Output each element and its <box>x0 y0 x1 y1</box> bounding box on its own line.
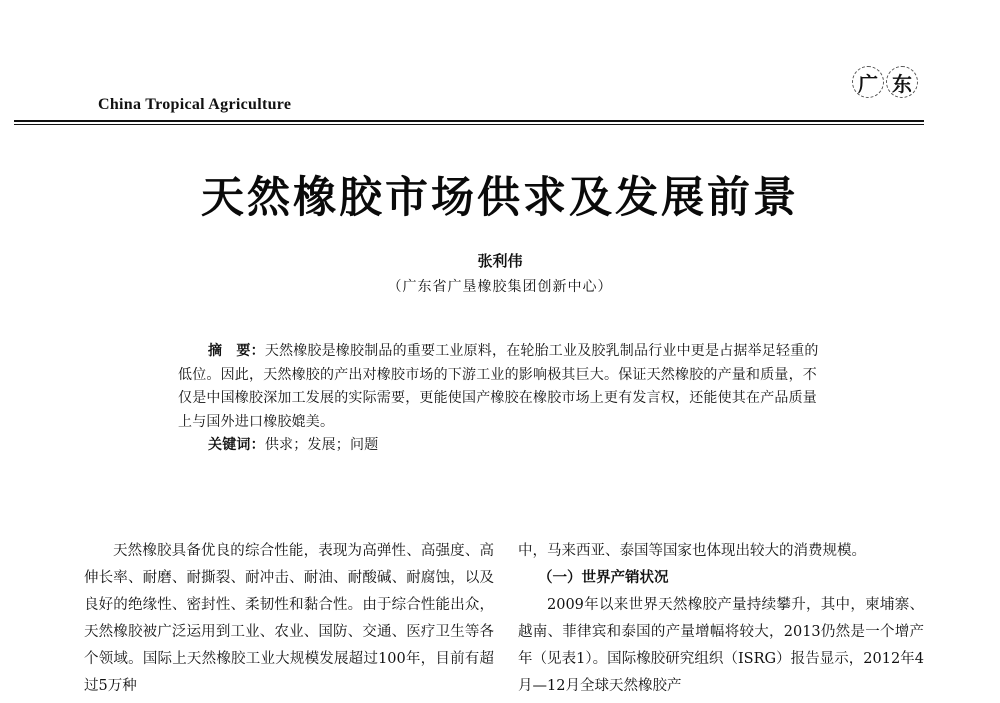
abstract-paragraph <box>178 340 823 434</box>
article-title: 天然橡胶市场供求及发展前景 <box>201 173 799 223</box>
keywords-label: 关键词： <box>208 437 265 453</box>
region-char-2: 东 <box>886 66 918 98</box>
header-rule-thin <box>14 124 924 125</box>
author-name: 张利伟 <box>477 252 523 270</box>
body-paragraph-left: 天然橡胶具备优良的综合性能，表现为高弹性、高强度、高伸长率、耐磨、耐撕裂、耐冲击、耐油、耐酸碱、耐腐蚀，以及良好的绝缘性、密封性、柔韧性和黏合性。由于综合性能出众，天然橡胶被广泛运用到工业、农业、国防、交通、医疗卫生等各个领域。国际上天然橡胶工业大规模发展超过100年，目前有超过5万种 <box>84 543 494 694</box>
journal-name: China Tropical Agriculture <box>98 96 292 113</box>
body-line-right-1: 中，马来西亚、泰国等国家也体现出较大的消费规模。 <box>518 543 866 559</box>
keywords-text: 供求；发展；问题 <box>264 437 379 453</box>
body-paragraph-right: 2009年以来世界天然橡胶产量持续攀升，其中，柬埔寨、越南、菲律宾和泰国的产量增幅将较大，2013仍然是一个增产年（见表1）。国际橡胶研究组织（ISRG）报告显示，2012年4月—12月全球天然橡胶产 <box>518 597 924 694</box>
abstract-label: 摘 要： <box>208 343 265 359</box>
region-badge <box>852 66 918 98</box>
abstract-text: 天然橡胶是橡胶制品的重要工业原料，在轮胎工业及胶乳制品行业中更是占据举足轻重的低位。因此，天然橡胶的产出对橡胶市场的下游工业的影响极其巨大。保证天然橡胶的产量和质量，不仅是中国橡胶深加工发展的实际需要，更能使国产橡胶在橡胶市场上更有发言权，还能使其在产品质量上与国外进口橡胶媲美。 <box>178 343 819 430</box>
header-rule-thick <box>14 120 924 122</box>
abstract-block <box>178 340 823 458</box>
author-affiliation: （广东省广垦橡胶集团创新中心） <box>387 279 613 295</box>
section-heading: （一）世界产销状况 <box>538 570 669 586</box>
region-char-1: 广 <box>852 66 884 98</box>
body-column-left <box>84 538 494 700</box>
keywords-line <box>178 434 823 458</box>
body-column-right <box>518 538 924 700</box>
